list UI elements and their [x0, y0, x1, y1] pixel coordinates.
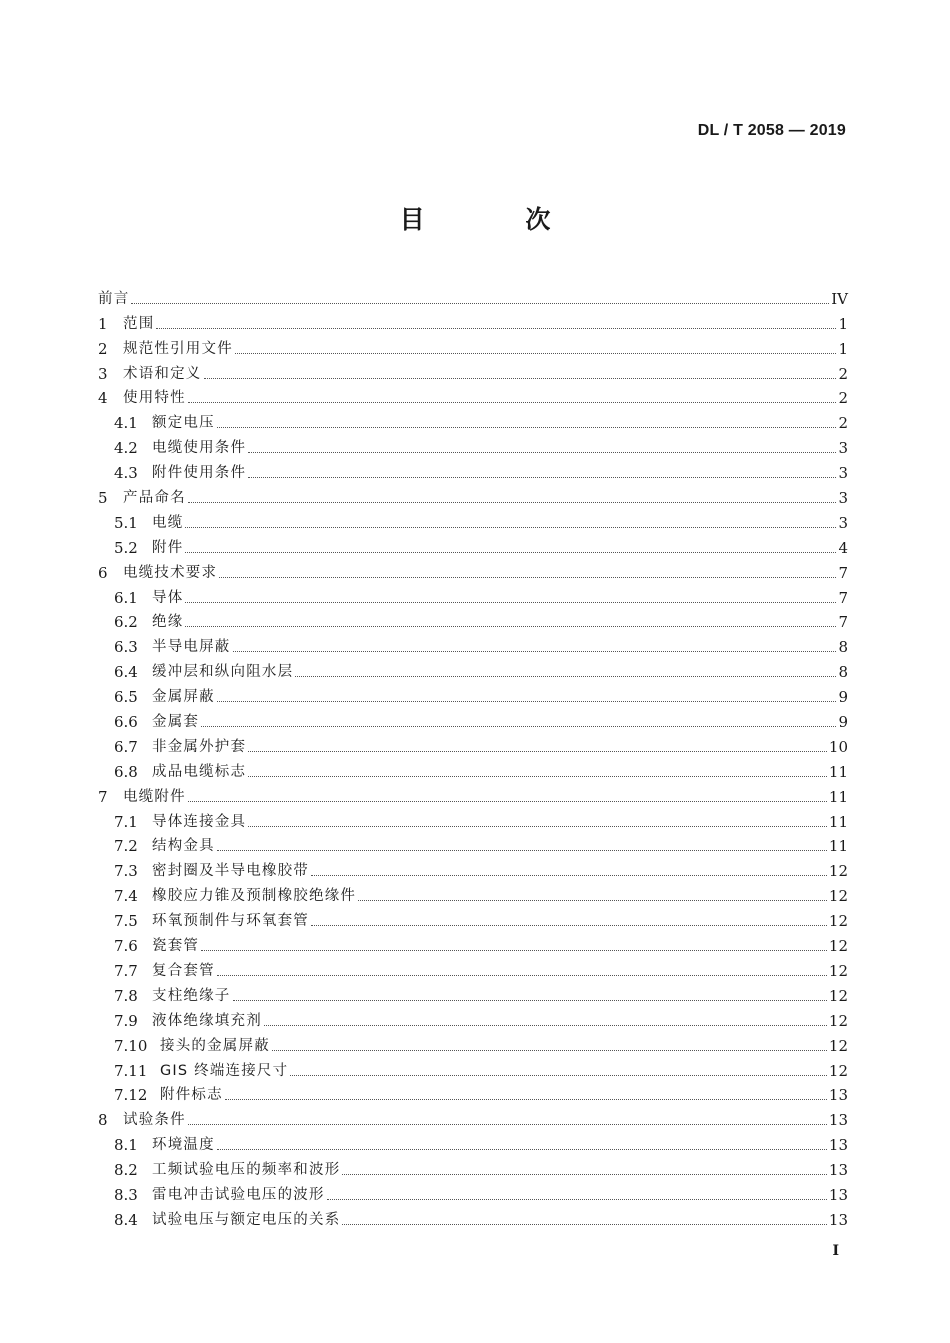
toc-dot-leader: [201, 950, 827, 951]
toc-entry-title: 绝缘: [152, 614, 184, 631]
toc-entry[interactable]: [98, 1129, 848, 1154]
toc-entry-title: 附件: [152, 539, 184, 556]
page-title: 目 次: [399, 205, 597, 234]
toc-entry[interactable]: [98, 781, 848, 806]
toc-entry-page: 2: [838, 389, 848, 408]
toc-dot-leader: [272, 1050, 827, 1051]
toc-entry[interactable]: [98, 930, 848, 955]
toc-entry[interactable]: [98, 1179, 848, 1204]
toc-entry[interactable]: [98, 1080, 848, 1105]
table-of-contents: [98, 283, 848, 1229]
toc-entry-number: 7.7: [114, 961, 138, 980]
toc-entry[interactable]: [98, 457, 848, 482]
toc-entry-number: 5: [98, 489, 108, 508]
toc-entry-number: 8.1: [114, 1136, 138, 1155]
toc-dot-leader: [217, 427, 837, 428]
toc-entry-page: 13: [828, 1136, 848, 1155]
toc-entry-page: 10: [828, 737, 848, 756]
toc-entry-page: 9: [838, 713, 848, 732]
toc-entry[interactable]: [98, 731, 848, 756]
toc-entry-title: 金属套: [152, 714, 200, 731]
toc-entry[interactable]: [98, 1104, 848, 1129]
toc-entry-page: 7: [838, 588, 848, 607]
toc-entry[interactable]: [98, 582, 848, 607]
toc-entry-title: 液体绝缘填充剂: [152, 1012, 262, 1029]
toc-entry-page: 13: [828, 1210, 848, 1229]
toc-entry-number: 7.5: [114, 912, 138, 931]
toc-entry-number: 6.5: [114, 688, 138, 707]
toc-entry-page: 11: [828, 837, 848, 856]
toc-dot-leader: [248, 826, 827, 827]
toc-entry-title: 雷电冲击试验电压的波形: [152, 1186, 325, 1203]
toc-entry[interactable]: [98, 1030, 848, 1055]
toc-dot-leader: [248, 452, 836, 453]
toc-entry[interactable]: [98, 980, 848, 1005]
toc-entry-number: 6.7: [114, 737, 138, 756]
toc-entry-number: 3: [98, 364, 108, 383]
toc-entry-number: 7.3: [114, 862, 138, 881]
toc-entry-number: 4.1: [114, 414, 138, 433]
toc-dot-leader: [185, 527, 836, 528]
toc-entry-page: 2: [838, 414, 848, 433]
toc-entry-number: 8.3: [114, 1185, 138, 1204]
toc-dot-leader: [217, 701, 837, 702]
toc-entry-title: 导体连接金具: [152, 813, 247, 830]
toc-entry[interactable]: [98, 880, 848, 905]
toc-entry-number: 4.2: [114, 439, 138, 458]
toc-entry-number: 8: [98, 1111, 108, 1130]
toc-dot-leader: [311, 925, 827, 926]
toc-entry[interactable]: [98, 507, 848, 532]
toc-dot-leader: [219, 577, 836, 578]
toc-entry[interactable]: [98, 706, 848, 731]
toc-entry-title: 规范性引用文件: [123, 340, 233, 357]
toc-entry-title: 复合套管: [152, 962, 215, 979]
toc-entry[interactable]: [98, 681, 848, 706]
toc-dot-leader: [233, 1000, 827, 1001]
toc-entry-title: 结构金具: [152, 838, 215, 855]
toc-dot-leader: [248, 477, 836, 478]
toc-entry[interactable]: [98, 383, 848, 408]
toc-entry-number: 8.4: [114, 1210, 138, 1229]
toc-entry-title: 橡胶应力锥及预制橡胶绝缘件: [152, 888, 357, 905]
toc-entry[interactable]: [98, 557, 848, 582]
toc-entry-page: 1: [838, 314, 848, 333]
toc-entry-page: 1: [838, 339, 848, 358]
toc-entry[interactable]: [98, 532, 848, 557]
toc-dot-leader: [131, 303, 829, 304]
toc-dot-leader: [233, 651, 837, 652]
toc-dot-leader: [225, 1099, 827, 1100]
toc-entry-title: 接头的金属屏蔽: [160, 1037, 270, 1054]
toc-entry-title: 电缆: [152, 514, 184, 531]
toc-entry-title: 非金属外护套: [152, 738, 247, 755]
toc-entry-page: IV: [831, 289, 848, 308]
toc-dot-leader: [342, 1224, 827, 1225]
toc-entry-title: 支柱绝缘子: [152, 987, 231, 1004]
toc-entry-page: 12: [828, 1036, 848, 1055]
toc-dot-leader: [358, 900, 827, 901]
toc-dot-leader: [188, 502, 837, 503]
toc-dot-leader: [248, 751, 827, 752]
toc-entry-page: 12: [828, 937, 848, 956]
toc-entry-number: 6.2: [114, 613, 138, 632]
toc-entry-number: 7.6: [114, 937, 138, 956]
toc-entry-page: 9: [838, 688, 848, 707]
toc-entry-title: 术语和定义: [123, 365, 202, 382]
toc-entry-page: 3: [838, 464, 848, 483]
toc-entry-number: 7.2: [114, 837, 138, 856]
toc-entry[interactable]: [98, 1005, 848, 1030]
toc-dot-leader: [311, 875, 827, 876]
toc-entry-number: 6.8: [114, 762, 138, 781]
toc-entry-title: 电缆使用条件: [152, 440, 247, 457]
page-number: I: [832, 1243, 839, 1259]
toc-entry-page: 12: [828, 862, 848, 881]
toc-entry[interactable]: [98, 1204, 848, 1229]
toc-entry-number: 5.2: [114, 538, 138, 557]
toc-entry-title: 瓷套管: [152, 938, 200, 955]
toc-entry-number: 7.8: [114, 986, 138, 1005]
toc-dot-leader: [185, 602, 836, 603]
toc-entry[interactable]: [98, 756, 848, 781]
toc-entry-page: 11: [828, 812, 848, 831]
toc-entry-title: 使用特性: [123, 390, 186, 407]
toc-entry-page: 13: [828, 1086, 848, 1105]
toc-entry-title: 密封圈及半导电橡胶带: [152, 863, 309, 880]
toc-entry-title: 前言: [98, 290, 130, 307]
toc-entry-title: 范围: [123, 315, 155, 332]
toc-entry[interactable]: [98, 806, 848, 831]
toc-entry-page: 12: [828, 1011, 848, 1030]
toc-dot-leader: [264, 1025, 827, 1026]
toc-entry-title: 金属屏蔽: [152, 689, 215, 706]
toc-entry[interactable]: [98, 407, 848, 432]
toc-entry[interactable]: [98, 831, 848, 856]
toc-entry-title: 试验电压与额定电压的关系: [152, 1211, 341, 1228]
toc-dot-leader: [235, 353, 837, 354]
toc-entry[interactable]: [98, 358, 848, 383]
toc-entry-title: 环境温度: [152, 1137, 215, 1154]
toc-dot-leader: [342, 1174, 827, 1175]
toc-entry-number: 7.11: [114, 1061, 148, 1080]
toc-entry-page: 12: [828, 961, 848, 980]
toc-dot-leader: [248, 776, 827, 777]
toc-entry-page: 13: [828, 1185, 848, 1204]
toc-dot-leader: [188, 402, 837, 403]
toc-entry-number: 6: [98, 563, 108, 582]
toc-entry-number: 6.6: [114, 713, 138, 732]
toc-entry-number: 6.1: [114, 588, 138, 607]
toc-entry-page: 11: [828, 762, 848, 781]
toc-dot-leader: [188, 1124, 827, 1125]
toc-entry[interactable]: [98, 656, 848, 681]
toc-entry[interactable]: [98, 607, 848, 632]
toc-entry[interactable]: [98, 955, 848, 980]
toc-entry[interactable]: [98, 631, 848, 656]
toc-entry-number: 5.1: [114, 513, 138, 532]
toc-entry-number: 6.4: [114, 663, 138, 682]
toc-entry[interactable]: [98, 905, 848, 930]
toc-entry-title: 附件标志: [160, 1087, 223, 1104]
toc-entry-page: 3: [838, 513, 848, 532]
toc-entry[interactable]: [98, 283, 848, 308]
toc-dot-leader: [290, 1075, 827, 1076]
toc-entry-title: 导体: [152, 589, 184, 606]
toc-entry[interactable]: [98, 482, 848, 507]
toc-entry-title: 附件使用条件: [152, 465, 247, 482]
toc-dot-leader: [217, 1149, 827, 1150]
toc-entry-title: GIS 终端连接尺寸: [160, 1062, 289, 1079]
toc-dot-leader: [156, 328, 836, 329]
toc-entry[interactable]: [98, 1154, 848, 1179]
toc-entry-number: 7.1: [114, 812, 138, 831]
toc-entry-page: 12: [828, 986, 848, 1005]
toc-dot-leader: [217, 975, 827, 976]
toc-entry-number: 2: [98, 339, 108, 358]
toc-entry[interactable]: [98, 432, 848, 457]
toc-entry-page: 4: [838, 538, 848, 557]
toc-entry-title: 电缆附件: [123, 788, 186, 805]
toc-entry-title: 环氧预制件与环氧套管: [152, 913, 309, 930]
toc-entry-number: 6.3: [114, 638, 138, 657]
toc-entry-title: 工频试验电压的频率和波形: [152, 1162, 341, 1179]
toc-entry-number: 8.2: [114, 1161, 138, 1180]
toc-entry-page: 7: [838, 613, 848, 632]
toc-dot-leader: [217, 850, 827, 851]
toc-entry-title: 额定电压: [152, 415, 215, 432]
toc-entry-page: 8: [838, 663, 848, 682]
toc-entry-title: 试验条件: [123, 1112, 186, 1129]
toc-entry[interactable]: [98, 1055, 848, 1080]
toc-entry-title: 缓冲层和纵向阻水层: [152, 664, 294, 681]
toc-dot-leader: [185, 552, 836, 553]
toc-dot-leader: [295, 676, 836, 677]
toc-entry-number: 1: [98, 314, 108, 333]
toc-entry-number: 4.3: [114, 464, 138, 483]
toc-dot-leader: [204, 378, 837, 379]
toc-dot-leader: [185, 626, 836, 627]
toc-entry[interactable]: [98, 333, 848, 358]
toc-entry-title: 电缆技术要求: [123, 564, 218, 581]
toc-entry-title: 成品电缆标志: [152, 763, 247, 780]
toc-entry-page: 7: [838, 563, 848, 582]
toc-entry-title: 产品命名: [123, 490, 186, 507]
toc-entry-page: 3: [838, 489, 848, 508]
toc-dot-leader: [201, 726, 836, 727]
toc-dot-leader: [188, 801, 827, 802]
toc-entry-number: 7.9: [114, 1011, 138, 1030]
toc-entry-page: 2: [838, 364, 848, 383]
toc-entry-page: 3: [838, 439, 848, 458]
toc-entry-number: 7.12: [114, 1086, 148, 1105]
toc-entry-page: 13: [828, 1161, 848, 1180]
toc-entry-page: 11: [828, 787, 848, 806]
toc-entry-number: 7.4: [114, 887, 138, 906]
toc-entry-number: 7.10: [114, 1036, 148, 1055]
toc-entry-title: 半导电屏蔽: [152, 639, 231, 656]
document-code: DL / T 2058 — 2019: [697, 122, 846, 139]
toc-entry-page: 8: [838, 638, 848, 657]
toc-entry-number: 4: [98, 389, 108, 408]
toc-entry[interactable]: [98, 308, 848, 333]
toc-entry-page: 13: [828, 1111, 848, 1130]
toc-entry-page: 12: [828, 1061, 848, 1080]
toc-entry-number: 7: [98, 787, 108, 806]
toc-entry-page: 12: [828, 887, 848, 906]
toc-entry[interactable]: [98, 855, 848, 880]
toc-entry-page: 12: [828, 912, 848, 931]
toc-dot-leader: [327, 1199, 827, 1200]
